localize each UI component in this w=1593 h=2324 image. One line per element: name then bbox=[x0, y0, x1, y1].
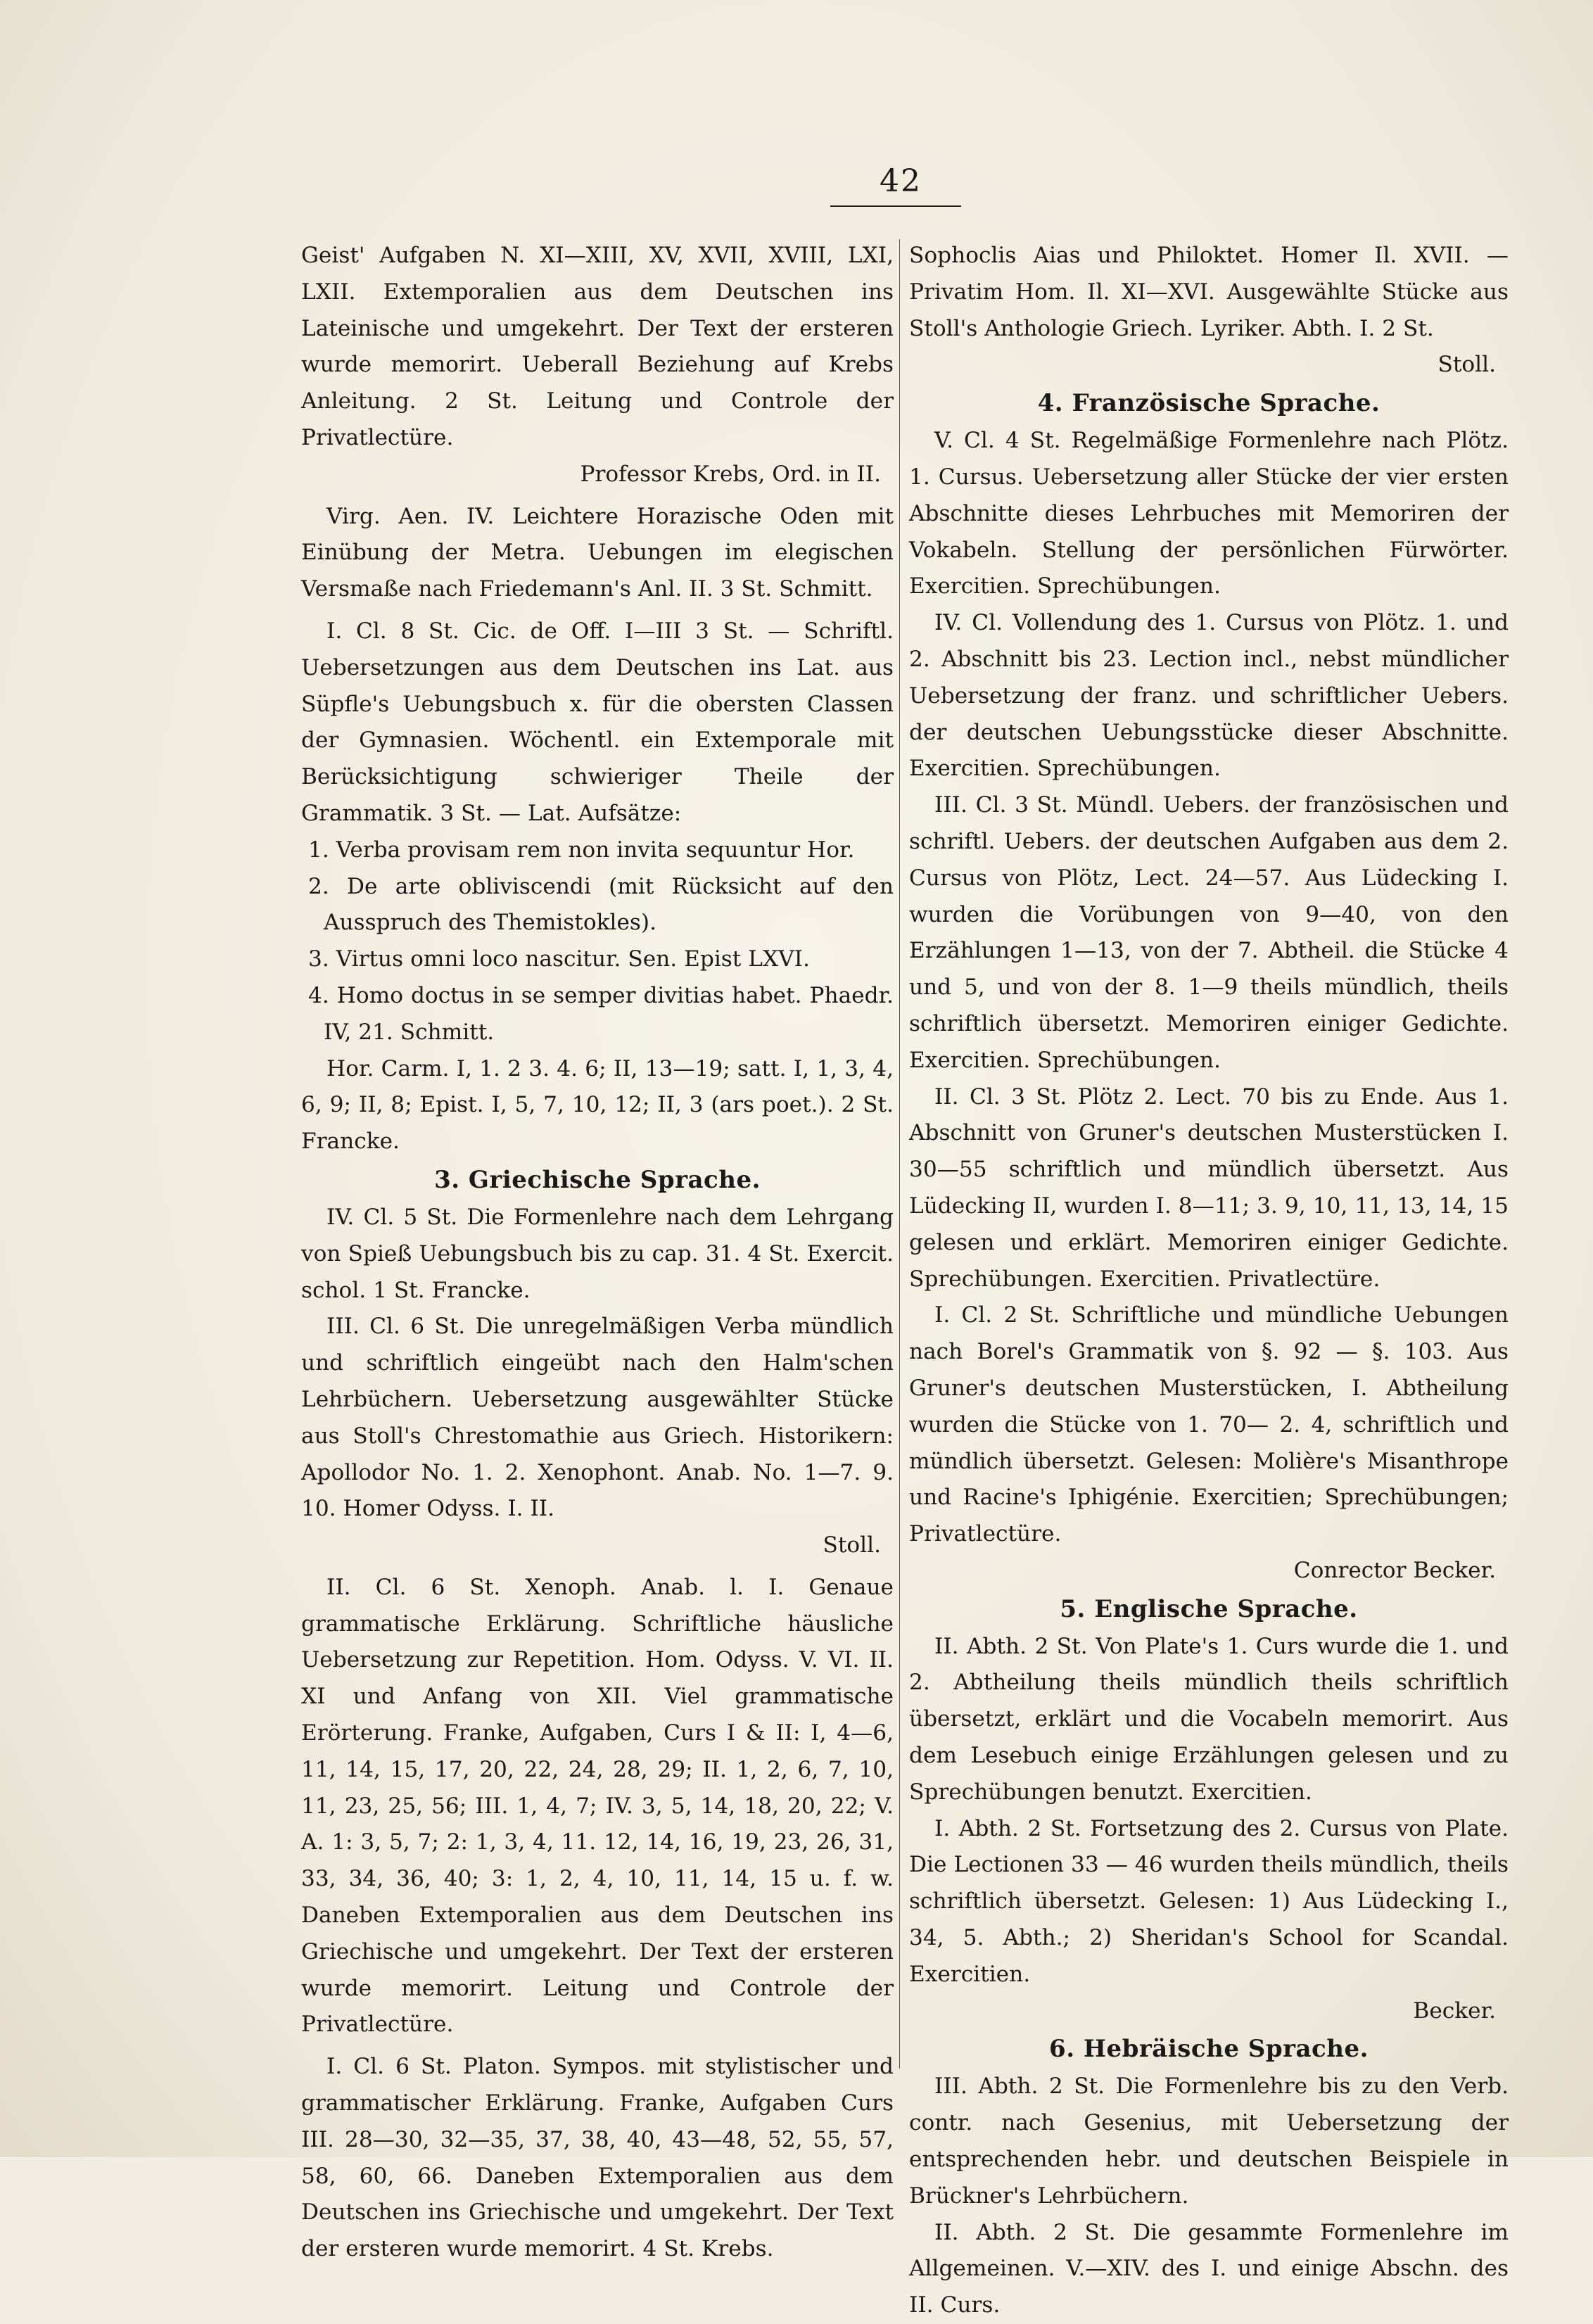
paragraph: I. Cl. 6 St. Platon. Sympos. mit stylistischer und grammatischer Erklärung. Franke, Aufgaben Curs III. 28—30, 32—35, 37, 38, 40, 43—48, 52, 55, 57, 58, 60, 66. Daneben Extemporalien aus dem Deutschen ins Griechische und umgekehrt. Der Text der ersteren wurde memorirt. 4 St. Krebs. bbox=[301, 2054, 894, 2262]
section-heading-englisch: 5. Englische Sprache. bbox=[1060, 1594, 1358, 1623]
left-column bbox=[301, 238, 894, 2262]
signature: Conrector Becker. bbox=[1293, 1557, 1496, 1583]
section-heading-hebraeisch: 6. Hebräische Sprache. bbox=[1049, 2035, 1369, 2064]
paragraph: III. Cl. 3 St. Mündl. Uebers. der französischen und schriftl. Uebers. der deutschen Aufgaben aus dem 2. Cursus von Plötz, Lect. 24—57. Aus Lüdecking I. wurden die Vorübungen von 9—40, von den Erzählungen 1—13, von der 7. Abtheil. die Stücke 4 und 5, und von der 8. 1—9 theils mündlich, theils schriftlich übersetzt. Memoriren einiger Gedichte. Exercitien. Sprechübungen. bbox=[909, 792, 1509, 1073]
signature: Stoll. bbox=[1437, 352, 1496, 378]
paragraph: Geist' Aufgaben N. XI—XIII, XV, XVII, XVIII, LXI, LXII. Extemporalien aus dem Deutschen ins Lateinische und umgekehrt. Der Text der ersteren wurde memorirt. Ueberall Beziehung auf Krebs Anleitung. 2 St. Leitung und Controle der Privatlectüre. bbox=[301, 243, 894, 450]
paragraph: IV. Cl. Vollendung des 1. Cursus von Plötz. 1. und 2. Abschnitt bis 23. Lection incl., nebst mündlicher Uebersetzung der franz. und schriftlicher Uebers. der deutschen Uebungsstücke dieser Abschnitte. Exercitien. Sprechübungen. bbox=[909, 610, 1509, 782]
paragraph: II. Abth. 2 St. Die gesammte Formenlehre im Allgemeinen. V.—XIV. des I. und einige Abschn. des II. Curs. bbox=[909, 2219, 1509, 2318]
paragraph: Sophoclis Aias und Philoktet. Homer Il. XVII. — Privatim Hom. Il. XI—XVI. Ausgewählte Stücke aus Stoll's Anthologie Griech. Lyriker. Abth. I. 2 St. bbox=[909, 243, 1509, 341]
page-number: 42 bbox=[880, 163, 922, 199]
paragraph: III. Abth. 2 St. Die Formenlehre bis zu den Verb. contr. nach Gesenius, mit Uebersetzung der entsprechenden hebr. und deutschen Beispiele in Brückner's Lehrbüchern. bbox=[909, 2074, 1509, 2209]
paragraph: I. Cl. 2 St. Schriftliche und mündliche Uebungen nach Borel's Grammatik von §. 92 — §. 103. Aus Gruner's deutschen Musterstücken, I. Abtheilung wurden die Stücke von 1. 70— 2. 4, schriftlich und mündlich übersetzt. Gelesen: Molière's Misanthrope und Racine's Iphigénie. Exercitien; Sprechübungen; Privatlectüre. bbox=[909, 1302, 1509, 1547]
list-item: 3. Virtus omni loco nascitur. Sen. Epist LXVI. bbox=[308, 946, 810, 972]
paragraph: I. Abth. 2 St. Fortsetzung des 2. Cursus von Plate. Die Lectionen 33 — 46 wurden theils mündlich, theils schriftlich übersetzt. Gelesen: 1) Aus Lüdecking I., 34, 5. Abth.; 2) Sheridan's School for Scandal. Exercitien. bbox=[909, 1815, 1509, 1987]
paragraph: I. Cl. 8 St. Cic. de Off. I—III 3 St. — Schriftl. Uebersetzungen aus dem Deutschen ins Lat. aus Süpfle's Uebungsbuch x. für die obersten Classen der Gymnasien. Wöchentl. ein Extemporale mit Berücksichtigung schwieriger Theile der Grammatik. 3 St. — Lat. Aufsätze: bbox=[301, 618, 894, 826]
paragraph: Virg. Aen. IV. Leichtere Horazische Oden mit Einübung der Metra. Uebungen im elegischen Versmaße nach Friedemann's Anl. II. 3 St. Schmitt. bbox=[301, 503, 894, 602]
paragraph: Hor. Carm. I, 1. 2 3. 4. 6; II, 13—19; satt. I, 1, 3, 4, 6, 9; II, 8; Epist. I, 5, 7, 10, 12; II, 3 (ars poet.). 2 St. Francke. bbox=[301, 1055, 894, 1155]
section-heading-griechisch: 3. Griechische Sprache. bbox=[434, 1165, 761, 1194]
paragraph: II. Cl. 6 St. Xenoph. Anab. l. I. Genaue grammatische Erklärung. Schriftliche häusliche Uebersetzung zur Repetition. Hom. Odyss. V. VI. II. XI und Anfang von XII. Viel grammatische Erörterung. Franke, Aufgaben, Curs I & II: I, 4—6, 11, 14, 15, 17, 20, 22, 24, 28, 29; II. 1, 2, 6, 7, 10, 11, 23, 25, 56; III. 1, 4, 7; IV. 3, 5, 14, 18, 20, 22; V. A. 1: 3, 5, 7; 2: 1, 3, 4, 11. 12, 14, 16, 19, 23, 26, 31, 33, 34, 36, 40; 3: 1, 2, 4, 10, 11, 14, 15 u. f. w. Daneben Extemporalien aus dem Deutschen ins Griechische und umgekehrt. Der Text der ersteren wurde memorirt. Leitung und Controle der Privatlectüre. bbox=[301, 1574, 894, 2038]
paragraph: III. Cl. 6 St. Die unregelmäßigen Verba mündlich und schriftlich eingeübt nach den Halm'schen Lehrbüchern. Uebersetzung ausgewählter Stücke aus Stoll's Chrestomathie aus Griech. Historikern: Apollodor No. 1. 2. Xenophont. Anab. No. 1—7. 9. 10. Homer Odyss. I. II. bbox=[301, 1314, 894, 1522]
list-item: 1. Verba provisam rem non invita sequuntur Hor. bbox=[308, 837, 855, 863]
paragraph: IV. Cl. 5 St. Die Formenlehre nach dem Lehrgang von Spieß Uebungsbuch bis zu cap. 31. 4 St. Exercit. schol. 1 St. Francke. bbox=[301, 1204, 894, 1303]
list-item: 2. De arte obliviscendi (mit Rücksicht auf den Ausspruch des Themistokles). bbox=[308, 873, 894, 936]
right-column bbox=[909, 238, 1509, 2318]
list-item: 4. Homo doctus in se semper divitias habet. Phaedr. IV, 21. Schmitt. bbox=[308, 982, 894, 1045]
paragraph: II. Cl. 3 St. Plötz 2. Lect. 70 bis zu Ende. Aus 1. Abschnitt von Gruner's deutschen Musterstücken I. 30—55 schriftlich und mündlich übersetzt. Aus Lüdecking II, wurden I. 8—11; 3. 9, 10, 11, 13, 14, 15 gelesen und erklärt. Memoriren einiger Gedichte. Sprechübungen. Exercitien. Privatlectüre. bbox=[909, 1084, 1509, 1292]
section-heading-franzoesisch: 4. Französische Sprache. bbox=[1037, 389, 1381, 418]
column-divider bbox=[899, 239, 900, 2069]
signature: Professor Krebs, Ord. in II. bbox=[580, 461, 881, 487]
page-number-rule bbox=[830, 205, 961, 207]
signature: Stoll. bbox=[823, 1532, 881, 1558]
signature: Becker. bbox=[1413, 1998, 1496, 2024]
paragraph: V. Cl. 4 St. Regelmäßige Formenlehre nach Plötz. 1. Cursus. Uebersetzung aller Stücke der vier ersten Abschnitte dieses Lehrbuches mit Memoriren der Vokabeln. Stellung der persönlichen Fürwörter. Exercitien. Sprechübungen. bbox=[909, 428, 1509, 599]
paragraph: II. Abth. 2 St. Von Plate's 1. Curs wurde die 1. und 2. Abtheilung theils mündlich theils schriftlich übersetzt, erklärt und die Vocabeln memorirt. Aus dem Lesebuch einige Erzählungen gelesen und zu Sprechübungen benutzt. Exercitien. bbox=[909, 1633, 1509, 1805]
